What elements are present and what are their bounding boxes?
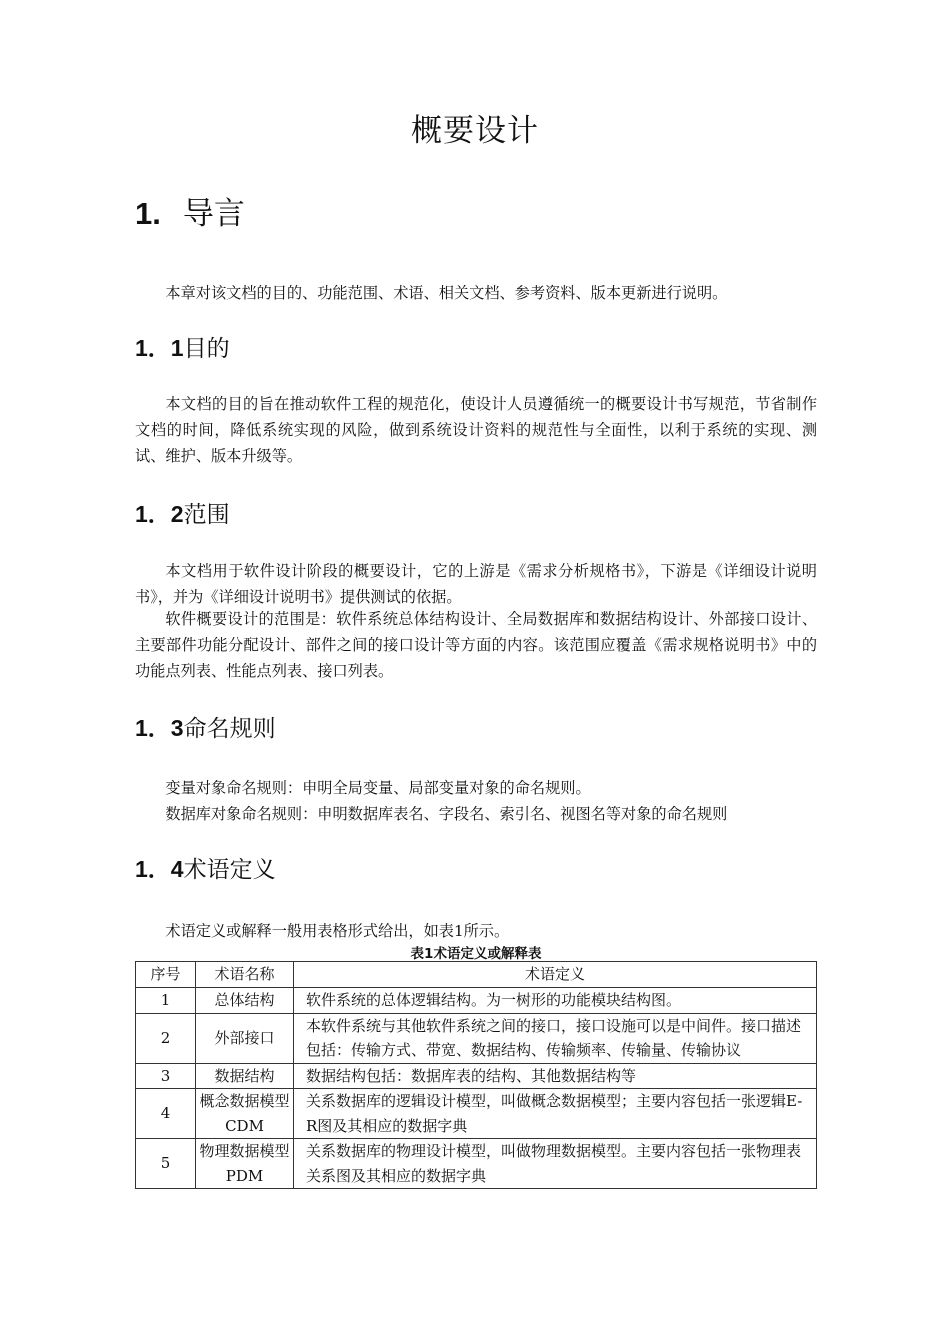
header-term: 术语名称	[196, 962, 294, 988]
table-caption: 表1术语定义或解释表	[410, 946, 542, 962]
row-no: 3	[136, 1063, 196, 1089]
section-heading-scope	[135, 496, 230, 529]
row-no: 1	[136, 988, 196, 1014]
row-no: 5	[136, 1139, 196, 1189]
row-term: 外部接口	[196, 1013, 294, 1063]
section-number: 1．3	[135, 715, 184, 741]
table-row	[136, 988, 817, 1014]
row-no: 2	[136, 1013, 196, 1063]
section-number: 1．4	[135, 856, 184, 882]
row-term: 物理数据模型PDM	[196, 1139, 294, 1189]
section-title: 命名规则	[183, 716, 276, 742]
table-row	[136, 1089, 817, 1139]
row-term: 数据结构	[196, 1063, 294, 1089]
row-definition: 软件系统的总体逻辑结构。为一树形的功能模块结构图。	[294, 988, 817, 1014]
chapter-intro: 本章对该文档的目的、功能范围、术语、相关文档、参考资料、版本更新进行说明。	[165, 284, 728, 302]
terms-table	[135, 961, 817, 1189]
naming-paragraph-1: 变量对象命名规则：申明全局变量、局部变量对象的命名规则。	[165, 779, 591, 797]
chapter-title: 导言	[182, 196, 245, 232]
table-row	[136, 1139, 817, 1189]
row-term: 总体结构	[196, 988, 294, 1014]
section-heading-purpose	[135, 330, 230, 363]
table-row	[136, 1063, 817, 1089]
row-definition: 数据结构包括：数据库表的结构、其他数据结构等	[294, 1063, 817, 1089]
section-title: 目的	[183, 336, 230, 362]
row-definition: 本软件系统与其他软件系统之间的接口，接口设施可以是中间件。接口描述包括：传输方式、带宽、数据结构、传输频率、传输量、传输协议	[294, 1013, 817, 1063]
table-header-row	[136, 962, 817, 988]
purpose-paragraph: 本文档的目的旨在推动软件工程的规范化，使设计人员遵循统一的概要设计书写规范，节省制作文档的时间，降低系统实现的风险，做到系统设计资料的规范性与全面性，以利于系统的实现、测试、维护、版本升级等。	[135, 395, 817, 465]
section-title: 术语定义	[183, 857, 276, 883]
row-no: 4	[136, 1089, 196, 1139]
naming-paragraph-2: 数据库对象命名规则：申明数据库表名、字段名、索引名、视图名等对象的命名规则	[165, 805, 728, 823]
row-definition: 关系数据库的逻辑设计模型，叫做概念数据模型；主要内容包括一张逻辑E-R图及其相应的数据字典	[294, 1089, 817, 1139]
row-term: 概念数据模型CDM	[196, 1089, 294, 1139]
row-definition: 关系数据库的物理设计模型，叫做物理数据模型。主要内容包括一张物理表关系图及其相应的数据字典	[294, 1139, 817, 1189]
scope-paragraph-2: 软件概要设计的范围是：软件系统总体结构设计、全局数据库和数据结构设计、外部接口设计、主要部件功能分配设计、部件之间的接口设计等方面的内容。该范围应覆盖《需求规格说明书》中的功能点列表、性能点列表、接口列表。	[135, 610, 817, 680]
scope-paragraph-1: 本文档用于软件设计阶段的概要设计，它的上游是《需求分析规格书》，下游是《详细设计说明书》，并为《详细设计说明书》提供测试的依据。	[135, 562, 817, 606]
chapter-number: 1.	[135, 196, 161, 231]
section-heading-naming	[135, 710, 276, 743]
document-title: 概要设计	[411, 113, 539, 149]
section-number: 1．2	[135, 501, 184, 527]
header-definition: 术语定义	[294, 962, 817, 988]
section-number: 1．1	[135, 335, 184, 361]
table-row	[136, 1013, 817, 1063]
section-title: 范围	[183, 502, 230, 528]
chapter-heading	[135, 188, 245, 233]
header-no: 序号	[136, 962, 196, 988]
section-heading-terms	[135, 851, 276, 884]
terms-intro: 术语定义或解释一般用表格形式给出，如表1所示。	[165, 922, 510, 940]
